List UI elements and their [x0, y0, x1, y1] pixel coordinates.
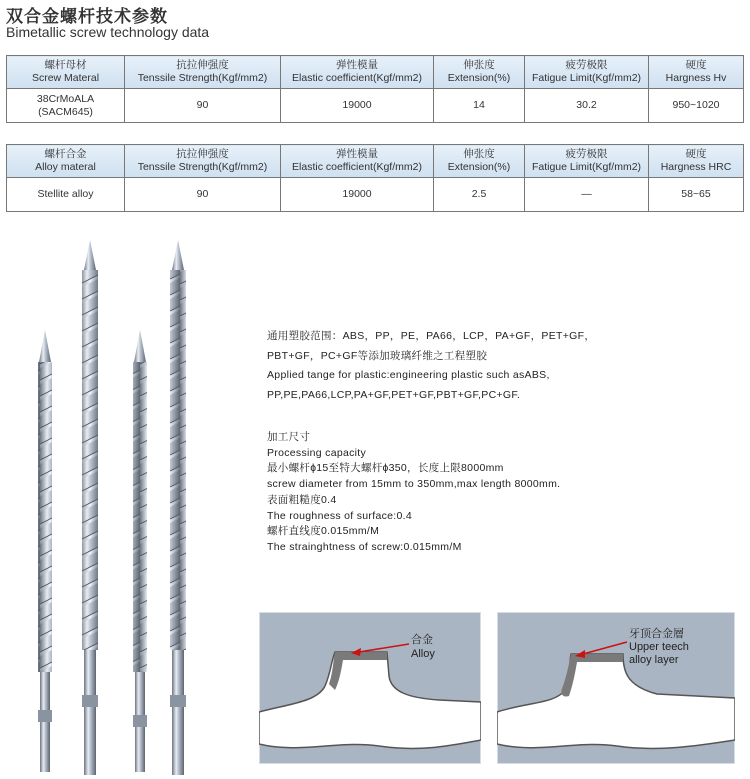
processing-line-4: screw diameter from 15mm to 350mm,max length 8000mm. — [267, 478, 561, 491]
base-material-table — [6, 55, 744, 123]
screw-3 — [133, 330, 147, 772]
extension-cell: 14 — [434, 89, 525, 123]
fatigue-cell: — — [525, 178, 649, 212]
screw-illustration — [0, 240, 240, 779]
alloy-cross-section — [259, 612, 481, 764]
alloy-label-cn: 合金 — [411, 634, 433, 646]
table-header-row — [7, 145, 744, 178]
header-cell: 伸张度 Extension(%) — [434, 56, 525, 89]
processing-line-5: 表面粗糙度0.4 — [267, 493, 337, 506]
upper-teech-diagram-panel — [497, 612, 735, 764]
table-header-row — [7, 56, 744, 89]
applied-line-3: Applied tange for plastic:engineering plastic such asABS, — [267, 369, 550, 381]
applied-line-4: PP,PE,PA66,LCP,PA+GF,PET+GF,PBT+GF,PC+GF. — [267, 388, 521, 401]
processing-line-3: 最小螺杆ɸ15至特大螺杆ɸ350，长度上限8000mm — [267, 462, 504, 475]
processing-line-7: 螺杆直线度0.015mm/M — [267, 525, 380, 538]
header-cell: 疲劳极限 Fatigue Limit(Kgf/mm2) — [525, 56, 649, 89]
processing-line-6: The roughness of surface:0.4 — [267, 509, 412, 522]
hardness-cell: 58~65 — [649, 178, 744, 212]
screw-2 — [82, 240, 98, 775]
material-cell: Stellite alloy — [7, 178, 125, 212]
applied-line-2: PBT+GF，PC+GF等添加玻璃纤维之工程塑胶 — [267, 349, 488, 362]
header-cell: 螺杆母材 Screw Materal — [7, 56, 125, 89]
screw-4 — [170, 240, 186, 775]
header-cell: 弹性模量 Elastic coefficient(Kgf/mm2) — [281, 145, 434, 178]
upper-teech-label-cn: 牙顶合金層 — [629, 628, 684, 640]
hardness-cell: 950~1020 — [649, 89, 744, 123]
material-cell: 38CrMoALA (SACM645) — [7, 89, 125, 123]
processing-capacity-text — [267, 430, 560, 556]
table-row — [7, 178, 744, 212]
header-cell: 硬度 Hargness HRC — [649, 145, 744, 178]
header-cell: 抗拉伸强度 Tenssile Strength(Kgf/mm2) — [125, 56, 281, 89]
header-cell: 抗拉伸强度 Tenssile Strength(Kgf/mm2) — [125, 145, 281, 178]
header-cell: 伸张度 Extension(%) — [434, 145, 525, 178]
table-row — [7, 89, 744, 123]
screw-1 — [38, 330, 52, 772]
elastic-cell: 19000 — [281, 178, 434, 212]
page-title-cn: 双合金螺杆技术参数 — [6, 7, 168, 26]
header-cell: 弹性模量 Elastic coefficient(Kgf/mm2) — [281, 56, 434, 89]
applied-range-text — [267, 327, 595, 405]
alloy-material-table — [6, 144, 744, 212]
header-cell: 硬度 Hargness Hv — [649, 56, 744, 89]
processing-line-1: 加工尺寸 — [267, 431, 311, 443]
upper-teech-label-en-1: Upper teech — [629, 641, 689, 653]
alloy-diagram-panel — [259, 612, 481, 764]
processing-line-2: Processing capacity — [267, 446, 367, 459]
alloy-label-en: Alloy — [411, 648, 435, 660]
upper-teech-label-en-2: alloy layer — [629, 654, 679, 666]
header-cell: 疲劳极限 Fatigue Limit(Kgf/mm2) — [525, 145, 649, 178]
upper-teech-cross-section — [497, 612, 735, 764]
fatigue-cell: 30.2 — [525, 89, 649, 123]
applied-line-1: 通用塑胶范围：ABS，PP，PE，PA66，LCP，PA+GF，PET+GF， — [267, 330, 596, 342]
processing-line-8: The strainghtness of screw:0.015mm/M — [267, 540, 462, 553]
elastic-cell: 19000 — [281, 89, 434, 123]
header-cell: 螺杆合金 Alloy materal — [7, 145, 125, 178]
page-title-en: Bimetallic screw technology data — [6, 24, 210, 40]
strength-cell: 90 — [125, 178, 281, 212]
strength-cell: 90 — [125, 89, 281, 123]
extension-cell: 2.5 — [434, 178, 525, 212]
